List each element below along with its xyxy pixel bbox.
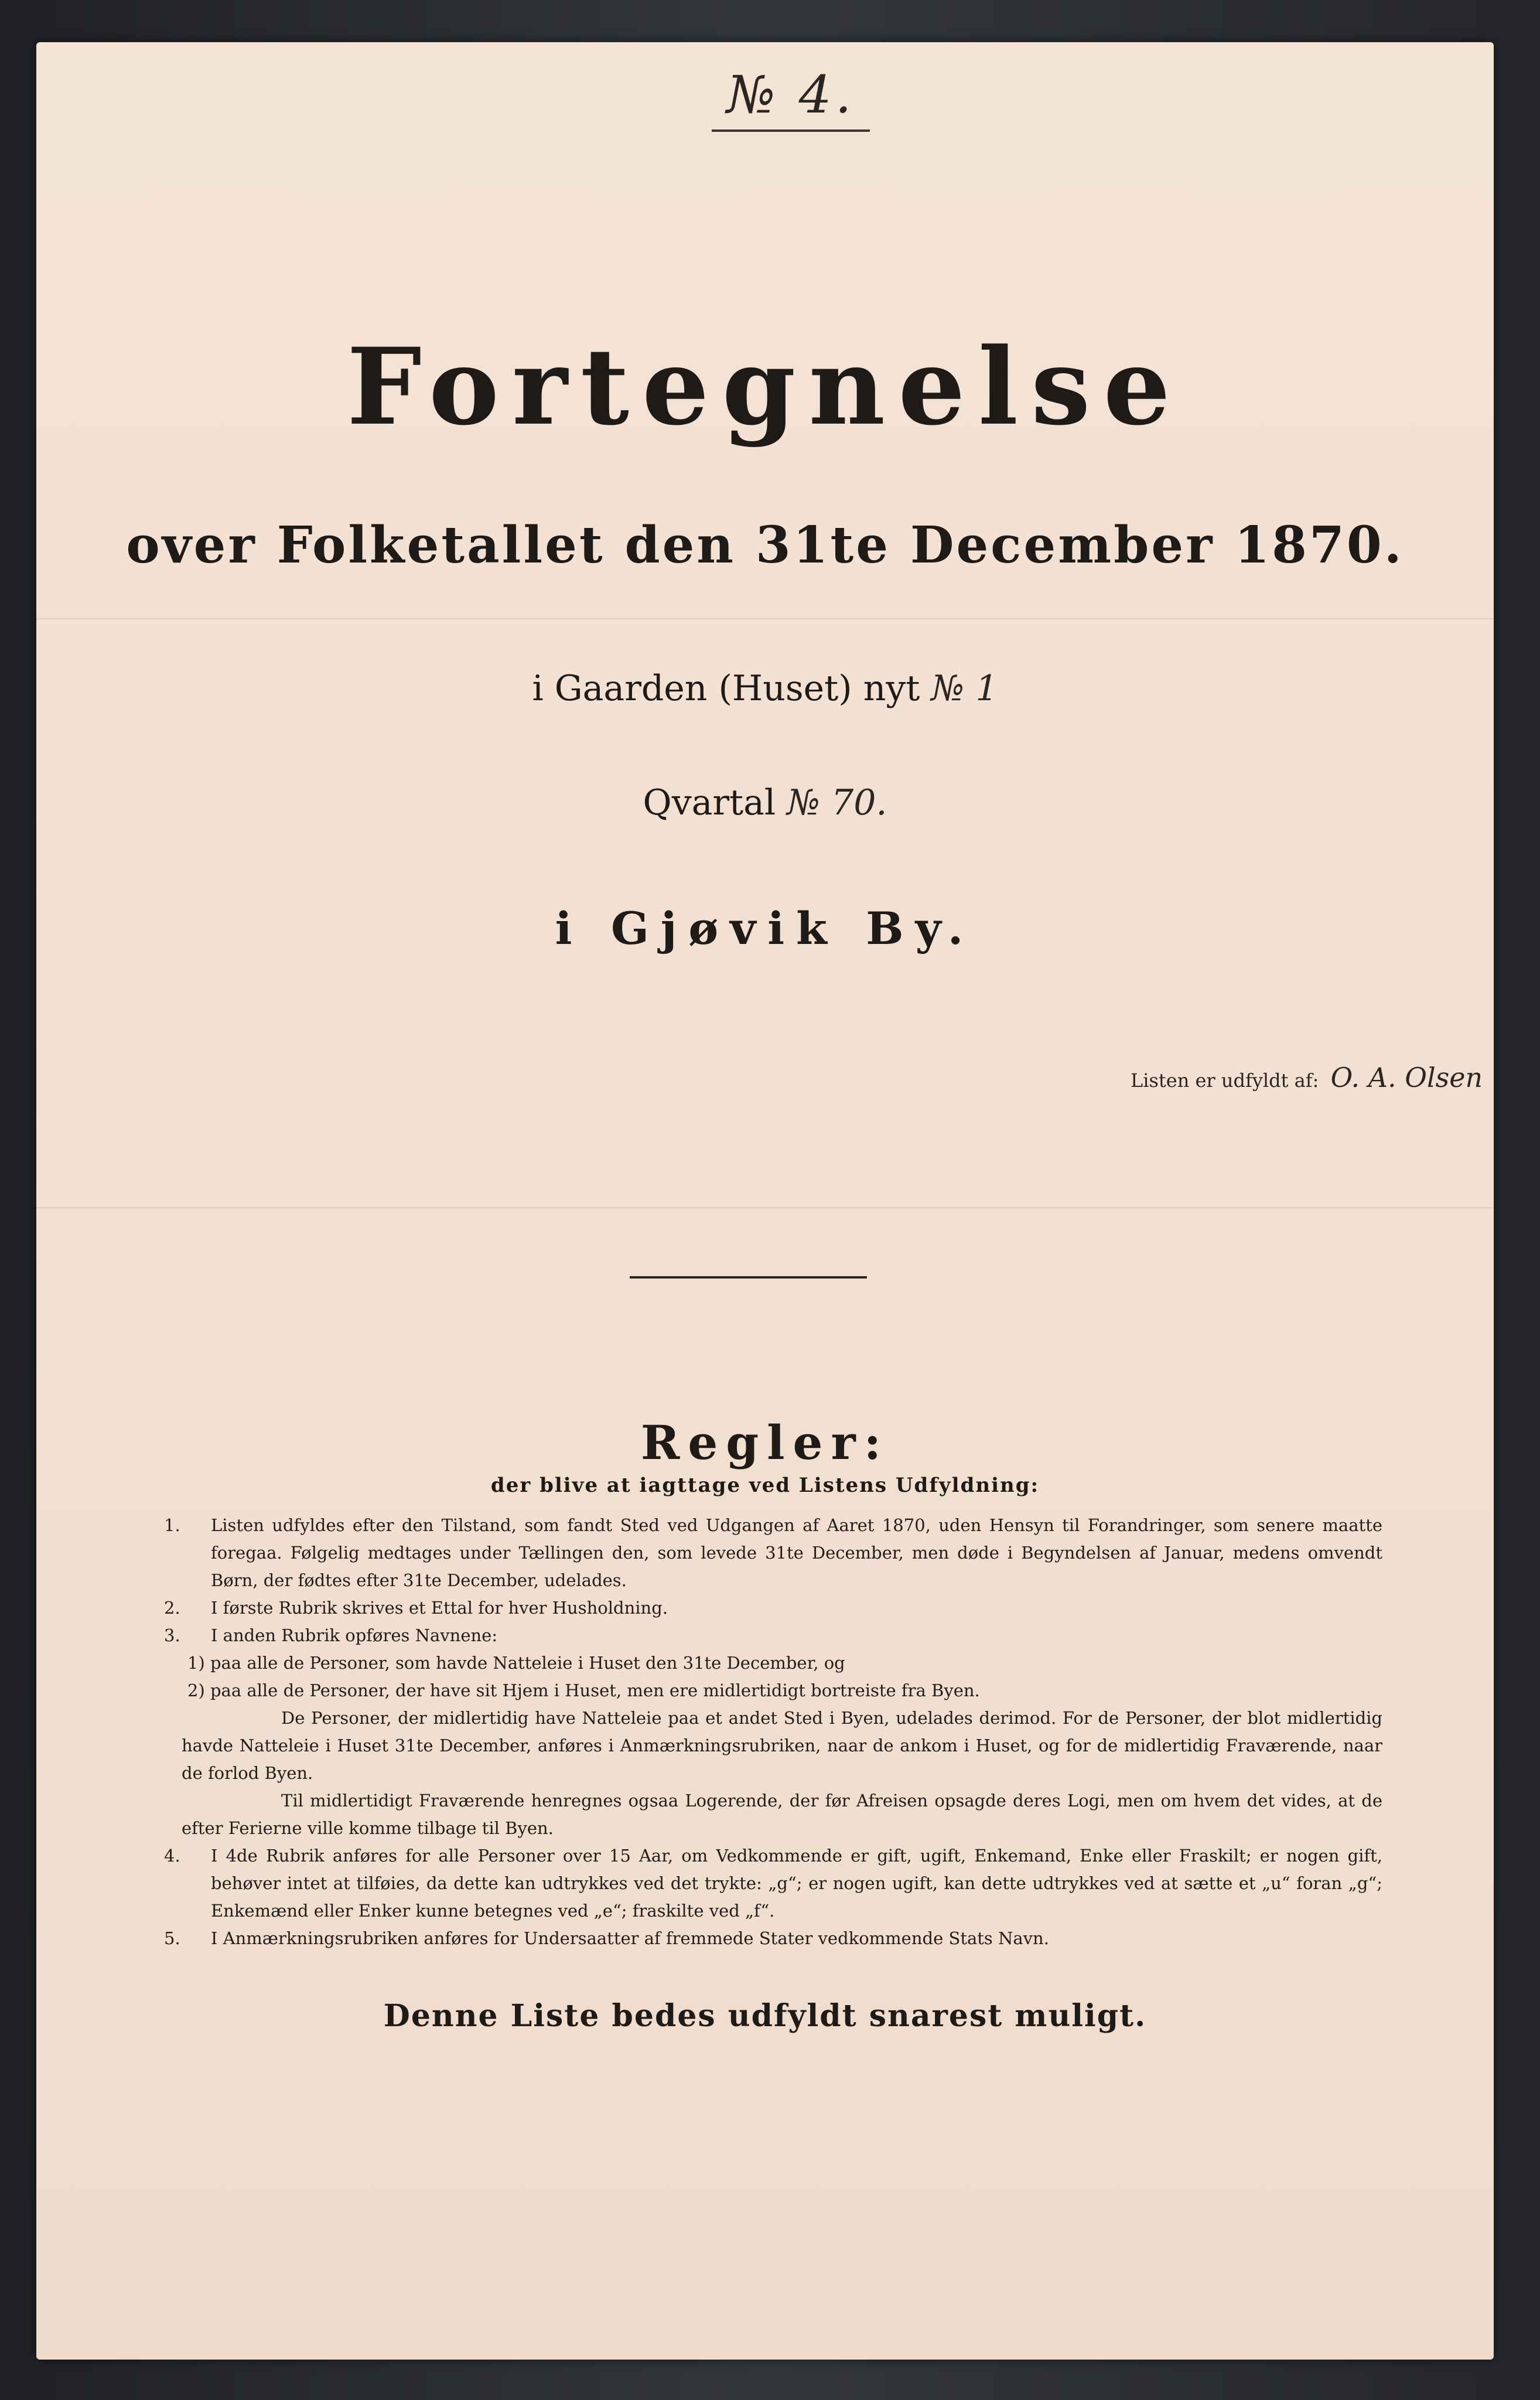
form-title: Fortegnelse — [347, 325, 1183, 449]
rule-item — [164, 1594, 1382, 1622]
rule-paragraph: De Personer, der midlertidig have Natteleie paa et andet Sted i Byen, udelades derimod. For de Personer, der blot midlertidig havde Natteleie i Huset 31te December, anføres i Anmærkningsrubriken, naar de ankom i Huset, og for de midlertidig Fraværende, naar de forlod Byen. — [182, 1708, 1382, 1783]
rule-number: 2. — [164, 1598, 180, 1618]
paper-fold — [36, 618, 1494, 621]
house-number: № 1 — [931, 668, 998, 709]
rule-sub-item: 2) paa alle de Personer, der have sit Hjem i Huset, men ere midlertidigt bortreiste fra Byen. — [187, 1680, 980, 1700]
rules-subheading: der blive at iagttage ved Listens Udfyldning: — [490, 1474, 1040, 1497]
rule-paragraph: Til midlertidigt Fraværende henregnes ogsaa Logerende, der før Afreisen opsagde deres Logi, men om hvem det vides, at de efter Ferierne ville komme tilbage til Byen. — [182, 1791, 1382, 1838]
section-divider — [630, 1276, 867, 1279]
quarter-line — [36, 782, 1494, 823]
town-name: i Gjøvik By. — [555, 902, 975, 954]
rules-list — [164, 1512, 1382, 1952]
rule-text: Listen udfyldes efter den Tilstand, som fandt Sted ved Udgangen af Aaret 1870, uden Hensyn til Forandringer, som senere maatte foregaa. Følgelig medtages under Tællingen den, som levede 31te December, men døde i Begyndelsen af Januar, medens omvendt Børn, der fødtes efter 31te December, udelades. — [211, 1515, 1382, 1590]
rule-number: 4. — [164, 1846, 180, 1866]
rule-item — [164, 1925, 1382, 1952]
form-subtitle: over Folketallet den 31te December 1870. — [126, 516, 1404, 575]
quarter-number: № 70. — [787, 782, 887, 823]
address-line — [36, 668, 1494, 709]
paper-fold — [36, 1207, 1494, 1209]
rule-sub-item: 1) paa alle de Personer, som havde Natteleie i Huset den 31te December, og — [187, 1653, 845, 1673]
closing-instruction: Denne Liste bedes udfyldt snarest muligt. — [383, 1998, 1147, 2034]
rule-item — [164, 1842, 1382, 1925]
filled-by-line — [1131, 1062, 1482, 1093]
rule-text: I anden Rubrik opføres Navnene: — [211, 1625, 498, 1645]
document-number-mark: № 4. — [712, 64, 870, 132]
rule-item — [164, 1512, 1382, 1594]
filled-by-label: Listen er udfyldt af: — [1131, 1069, 1319, 1092]
rule-number: 5. — [164, 1928, 180, 1948]
rule-item — [164, 1622, 1382, 1649]
quarter-prefix: Qvartal — [643, 782, 776, 823]
rule-text: I 4de Rubrik anføres for alle Personer over 15 Aar, om Vedkommende er gift, ugift, Enkemand, Enke eller Fraskilt; er nogen gift, behøver intet at tilføies, da dette kan udtrykkes ved det trykte: „g“; er nogen ugift, kan dette udtrykkes ved at sætte et „u“ foran „g“; Enkemænd eller Enker kunne betegnes ved „e“; fraskilte ved „f“. — [211, 1846, 1382, 1921]
rule-text: I første Rubrik skrives et Ettal for hver Husholdning. — [211, 1598, 668, 1618]
rules-heading: Regler: — [640, 1415, 890, 1470]
filled-by-signature: O. A. Olsen — [1330, 1062, 1483, 1093]
address-prefix: i Gaarden (Huset) nyt — [532, 668, 920, 709]
rule-number: 3. — [164, 1625, 180, 1645]
rule-text: I Anmærkningsrubriken anføres for Undersaatter af fremmede Stater vedkommende Stats Navn. — [211, 1928, 1049, 1948]
rule-number: 1. — [164, 1515, 180, 1535]
